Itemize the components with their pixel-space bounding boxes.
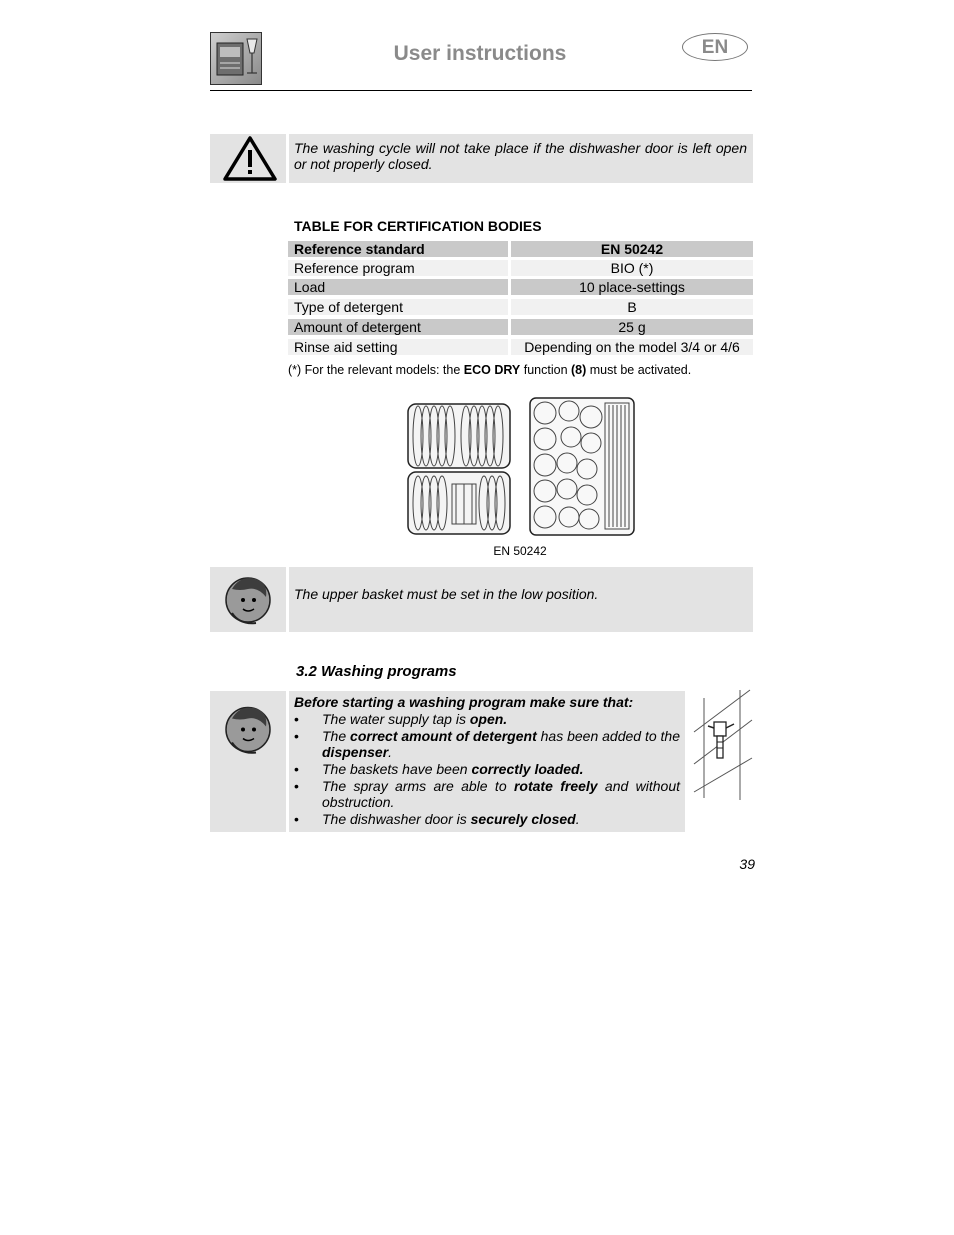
table-cell-label: Amount of detergent [288, 319, 508, 335]
checklist [294, 711, 680, 827]
warning-note-icon-cell [210, 134, 286, 183]
table-header-value: EN 50242 [511, 241, 753, 257]
assistant-mascot-icon [210, 567, 286, 632]
list-item [294, 811, 680, 827]
list-item [294, 711, 680, 727]
table-row [288, 260, 753, 276]
list-item [294, 778, 680, 810]
table-row [288, 279, 753, 295]
table-cell-label: Reference program [288, 260, 508, 276]
item-text: . [388, 744, 393, 760]
checklist-intro: Before starting a washing program make sure that: [294, 694, 634, 710]
basket-note-text: The upper basket must be set in the low position. [289, 567, 753, 632]
footnote-function-number: (8) [571, 363, 587, 377]
item-text: The baskets have been [322, 761, 472, 777]
section-heading [296, 663, 457, 680]
item-emphasis: rotate freely [513, 778, 598, 794]
item-emphasis: correctly loaded. [471, 761, 584, 777]
section-title: Washing programs [321, 663, 457, 680]
item-text: . [575, 811, 580, 827]
item-emphasis: open. [469, 711, 508, 727]
warning-triangle-icon [210, 134, 286, 183]
footnote-suffix: must be activated. [586, 363, 692, 377]
footnote-prefix: (*) For the relevant models: the [288, 363, 464, 377]
table-header-row [288, 241, 753, 257]
certification-table-title: TABLE FOR CERTIFICATION BODIES [294, 218, 542, 234]
item-emphasis: dispenser [322, 744, 389, 760]
basket-note-icon-cell [210, 567, 286, 632]
footnote-function-name: ECO DRY [463, 363, 521, 377]
item-emphasis: correct amount of detergent [350, 728, 537, 744]
basket-top-view-icon [527, 395, 637, 538]
item-text: The water supply tap is [322, 711, 470, 727]
table-cell-label: Load [288, 279, 508, 295]
language-badge: EN [682, 33, 748, 61]
checklist-note-icon-cell [210, 691, 286, 832]
dishwasher-logo-icon [210, 32, 262, 85]
page-title: User instructions [393, 42, 567, 65]
table-cell-value: Depending on the model 3/4 or 4/6 [511, 339, 753, 355]
water-tap-icon [690, 688, 754, 802]
item-text: The [322, 728, 351, 744]
table-footnote [288, 363, 691, 377]
table-row [288, 299, 753, 315]
table-cell-label: Rinse aid setting [288, 339, 508, 355]
item-text: The spray arms are able to [322, 778, 514, 794]
assistant-mascot-icon [210, 691, 286, 767]
table-cell-value: B [511, 299, 753, 315]
figure-caption: EN 50242 [493, 544, 547, 558]
list-item [294, 761, 680, 777]
table-cell-value: 25 g [511, 319, 753, 335]
table-row [288, 339, 753, 355]
header-divider [210, 90, 752, 91]
item-text: has been added to the [536, 728, 681, 744]
section-number: 3.2 [296, 663, 317, 680]
table-header-label: Reference standard [288, 241, 508, 257]
checklist-note-text [289, 691, 685, 832]
warning-note-text: The washing cycle will not take place if the dishwasher door is left open or not properly closed. [289, 134, 753, 183]
list-item [294, 728, 680, 760]
table-cell-value: BIO (*) [511, 260, 753, 276]
footnote-middle: function [520, 363, 572, 377]
item-text: The dishwasher door is [322, 811, 471, 827]
table-cell-label: Type of detergent [288, 299, 508, 315]
item-emphasis: securely closed [470, 811, 576, 827]
item-text: and without obstruction. [322, 778, 680, 810]
page-number: 39 [739, 856, 755, 872]
basket-side-view-icon [404, 400, 514, 538]
table-cell-value: 10 place-settings [511, 279, 753, 295]
table-row [288, 319, 753, 335]
